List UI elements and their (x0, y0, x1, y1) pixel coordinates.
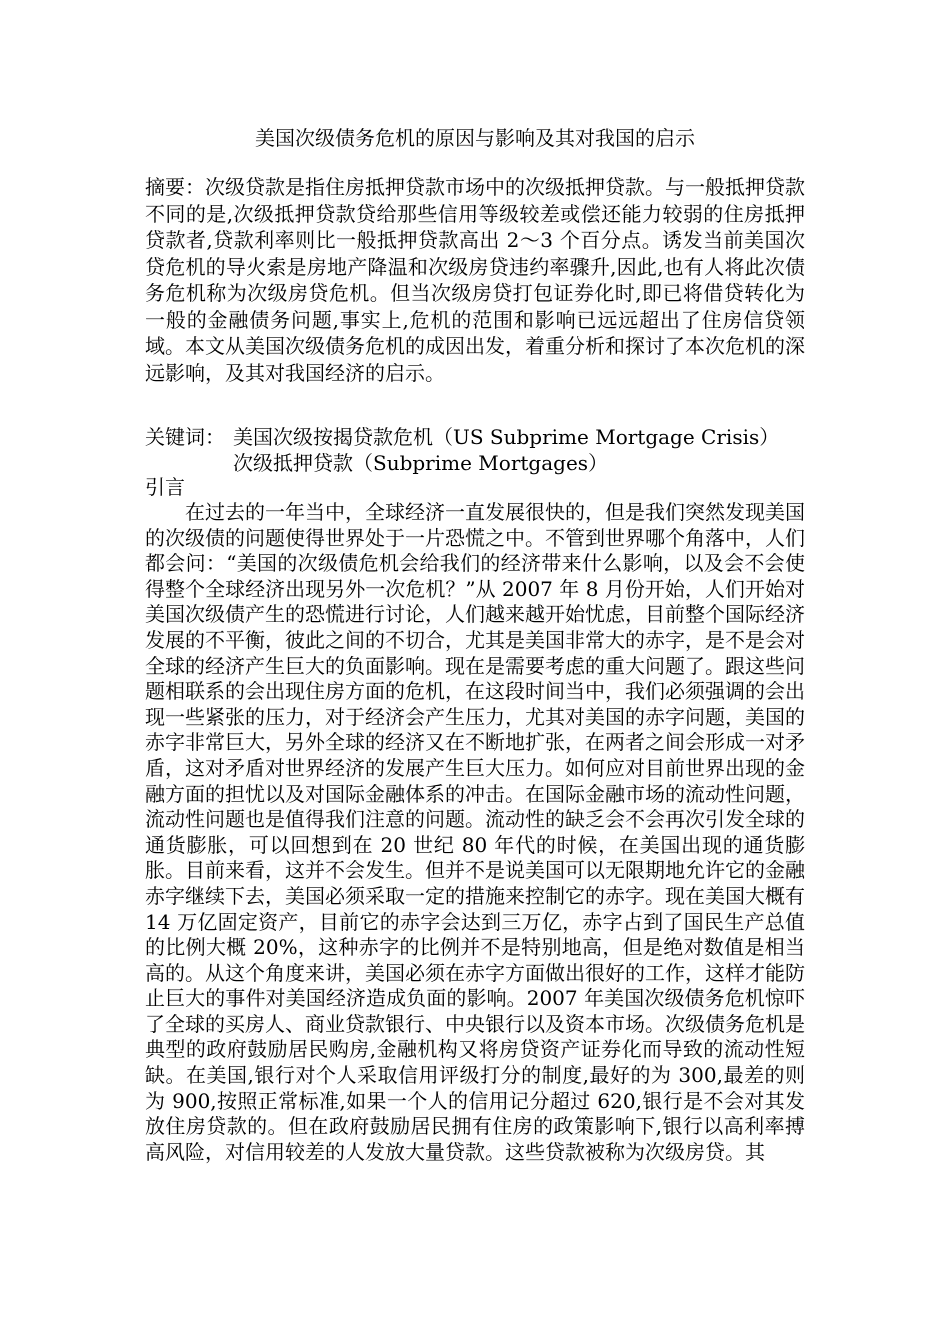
abstract-paragraph: 摘要：次级贷款是指住房抵押贷款市场中的次级抵押贷款。与一般抵押贷款不同的是,次级抵押贷款贷给那些信用等级较差或偿还能力较弱的住房抵押贷款者,贷款利率则比一般抵押贷款高出 2～3 个百分点。诱发当前美国次贷危机的导火索是房地产降温和次级房贷违约率骤升,因此,也有人将此次债务危机称为次级房贷危机。但当次级房贷打包证券化时,即已将借贷转化为一般的金融债务问题,事实上,危机的范围和影响已远远超出了住房信贷领域。本文从美国次级债务危机的成因出发，着重分析和探讨了本次危机的深远影响，及其对我国经济的启示。 (145, 175, 805, 385)
keywords-indent (145, 450, 233, 476)
keywords-row-1 (145, 424, 805, 450)
keywords-row-2 (145, 450, 805, 476)
keyword-item: 美国次级按揭贷款危机（US Subprime Mortgage Crisis） (233, 425, 780, 449)
keyword-item: 次级抵押贷款（Subprime Mortgages） (233, 451, 609, 475)
intro-paragraph: 在过去的一年当中，全球经济一直发展很快的，但是我们突然发现美国的次级债的问题使得世界处于一片恐慌之中。不管到世界哪个角落中，人们都会问：“美国的次级债危机会给我们的经济带来什么影响，以及会不会使得整个全球经济出现另外一次危机？”从 2007 年 8 月份开始，人们开始对美国次级债产生的恐慌进行讨论，人们越来越开始忧虑，目前整个国际经济发展的不平衡，彼此之间的不切合，尤其是美国非常大的赤字，是不是会对全球的经济产生巨大的负面影响。现在是需要考虑的重大问题了。跟这些问题相联系的会出现住房方面的危机，在这段时间当中，我们必须强调的会出现一些紧张的压力，对于经济会产生压力，尤其对美国的赤字问题，美国的赤字非常巨大，另外全球的经济又在不断地扩张，在两者之间会形成一对矛盾，这对矛盾对世界经济的发展产生巨大压力。如何应对目前世界出现的金融方面的担忧以及对国际金融体系的冲击。在国际金融市场的流动性问题，流动性问题也是值得我们注意的问题。流动性的缺乏会不会再次引发全球的通货膨胀，可以回想到在 20 世纪 80 年代的时候，在美国出现的通货膨胀。目前来看，这并不会发生。但并不是说美国可以无限期地允许它的金融赤字继续下去，美国必须采取一定的措施来控制它的赤字。现在美国大概有 14 万亿固定资产，目前它的赤字会达到三万亿，赤字占到了国民生产总值的比例大概 20%，这种赤字的比例并不是特别地高，但是绝对数值是相当高的。从这个角度来讲，美国必须在赤字方面做出很好的工作，这样才能防止巨大的事件对美国经济造成负面的影响。2007 年美国次级债务危机惊吓了全球的买房人、商业贷款银行、中央银行以及资本市场。次级债务危机是典型的政府鼓励居民购房,金融机构又将房贷资产证券化而导致的流动性短缺。在美国,银行对个人采取信用评级打分的制度,最好的为 300,最差的则为 900,按照正常标准,如果一个人的信用记分超过 620,银行是不会对其发放住房贷款的。但在政府鼓励居民拥有住房的政策影响下,银行以高利率搏高风险，对信用较差的人发放大量贷款。这些贷款被称为次级房贷。其 (145, 500, 805, 1164)
document-title: 美国次级债务危机的原因与影响及其对我国的启示 (255, 126, 695, 150)
keywords-section (145, 424, 805, 476)
intro-heading: 引言 (145, 475, 185, 499)
keywords-label: 关键词： (145, 425, 225, 449)
